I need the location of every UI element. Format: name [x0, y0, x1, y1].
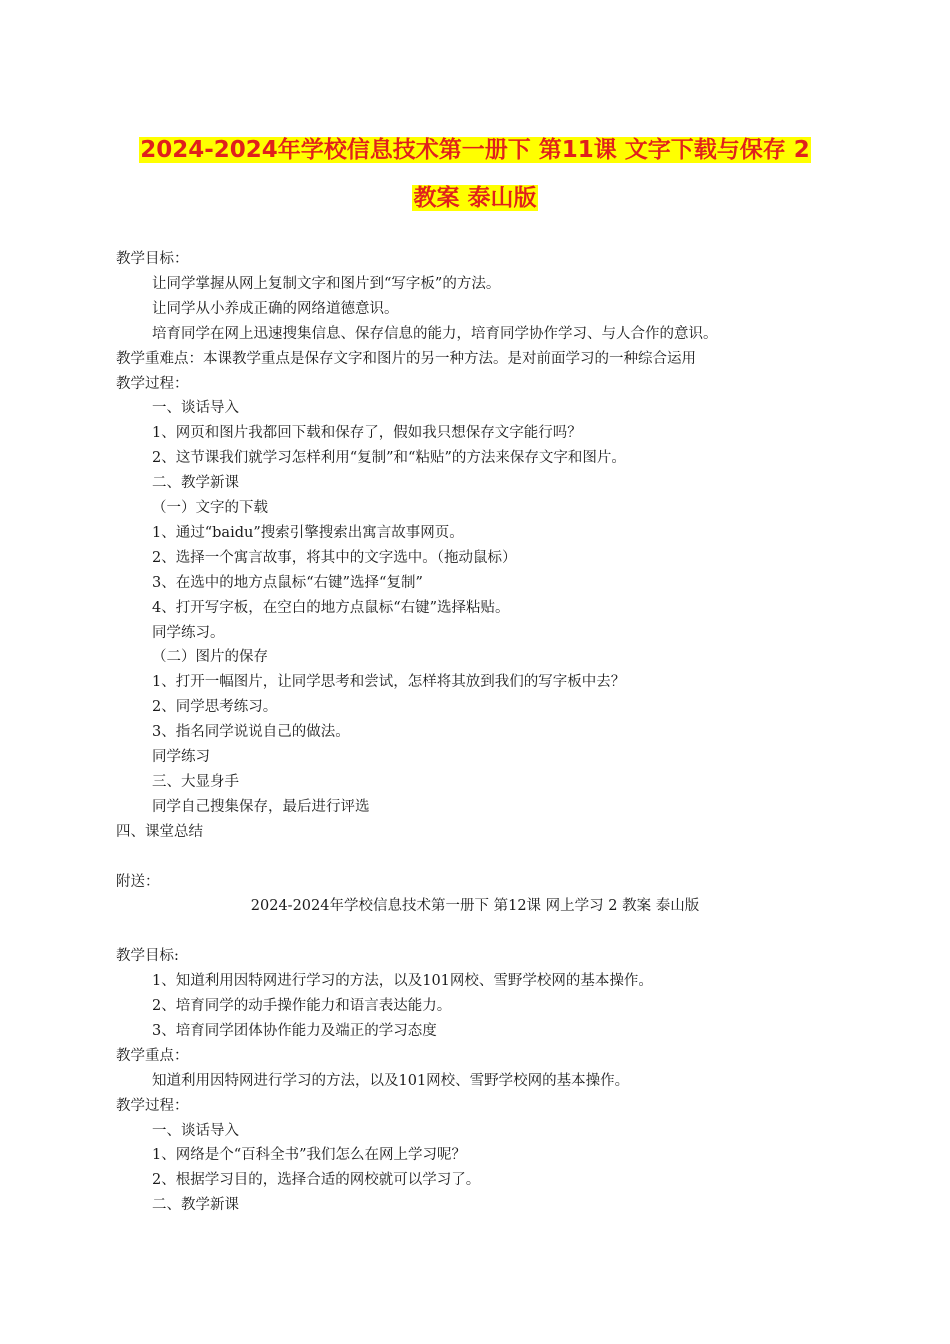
text-line: 同学练习 [152, 749, 210, 765]
text-line: 3、在选中的地方点鼠标“右键”选择“复制” [152, 574, 423, 591]
text-line: 2、根据学习目的，选择合适的网校就可以学习了。 [152, 1172, 481, 1189]
text-line: 培育同学在网上迅速搜集信息、保存信息的能力，培育同学协作学习、与人合作的意识。 [152, 325, 718, 342]
text-line: 让同学从小养成正确的网络道德意识。 [152, 300, 399, 317]
text-line: （二）图片的保存 [152, 649, 268, 666]
text-line: 教学过程： [116, 1097, 189, 1114]
text-line: 知道利用因特网进行学习的方法，以及101网校、雪野学校网的基本操作。 [152, 1072, 630, 1089]
text-line: 教学过程： [116, 375, 189, 392]
text-line: 2、这节课我们就学习怎样利用“复制”和“粘贴”的方法来保存文字和图片。 [152, 450, 626, 467]
text-line: 一、谈话导入 [152, 400, 239, 417]
text-line: 同学自己搜集保存，最后进行评选 [152, 798, 370, 815]
text-line: （一）文字的下载 [152, 500, 268, 516]
text-line: 3、指名同学说说自己的做法。 [152, 724, 350, 741]
text-line: 1、打开一幅图片，让同学思考和尝试，怎样将其放到我们的写字板中去？ [152, 674, 626, 691]
text-line: 2、选择一个寓言故事，将其中的文字选中。（拖动鼠标） [152, 549, 517, 566]
text-line: 教学重点： [116, 1047, 189, 1064]
document-title-line-2: 教案 泰山版 [413, 185, 537, 211]
text-line: 附送： [116, 873, 160, 890]
text-line: 教学重难点：本课教学重点是保存文字和图片的另一种方法。是对前面学习的一种综合运用 [116, 350, 696, 367]
text-line: 二、教学新课 [152, 1197, 239, 1214]
text-line: 1、通过“baidu”搜索引擎搜索出寓言故事网页。 [152, 524, 464, 541]
text-line: 教学目标： [116, 251, 189, 267]
text-line: 2、培育同学的动手操作能力和语言表达能力。 [152, 998, 452, 1014]
text-line: 四、课堂总结 [116, 823, 203, 840]
appendix-title: 2024-2024年学校信息技术第一册下 第12课 网上学习 2 教案 泰山版 [250, 898, 700, 915]
text-line: 1、知道利用因特网进行学习的方法，以及101网校、雪野学校网的基本操作。 [152, 973, 653, 990]
text-line: 4、打开写字板，在空白的地方点鼠标“右键”选择粘贴。 [152, 599, 510, 616]
text-line: 教学目标: [116, 948, 179, 965]
text-line: 二、教学新课 [152, 475, 239, 492]
text-line: 3、培育同学团体协作能力及端正的学习态度 [152, 1022, 437, 1039]
text-line: 1、网络是个“百科全书”我们怎么在网上学习呢？ [152, 1147, 467, 1164]
document-title-line-1: 2024-2024年学校信息技术第一册下 第11课 文字下载与保存 2 [140, 137, 810, 163]
text-line: 2、同学思考练习。 [152, 699, 278, 716]
text-line: 让同学掌握从网上复制文字和图片到“写字板”的方法。 [152, 275, 501, 292]
text-line: 1、网页和图片我都回下载和保存了，假如我只想保存文字能行吗？ [152, 425, 582, 442]
text-line: 三、大显身手 [152, 773, 239, 790]
text-line: 同学练习。 [152, 624, 225, 641]
text-line: 一、谈话导入 [152, 1122, 239, 1139]
